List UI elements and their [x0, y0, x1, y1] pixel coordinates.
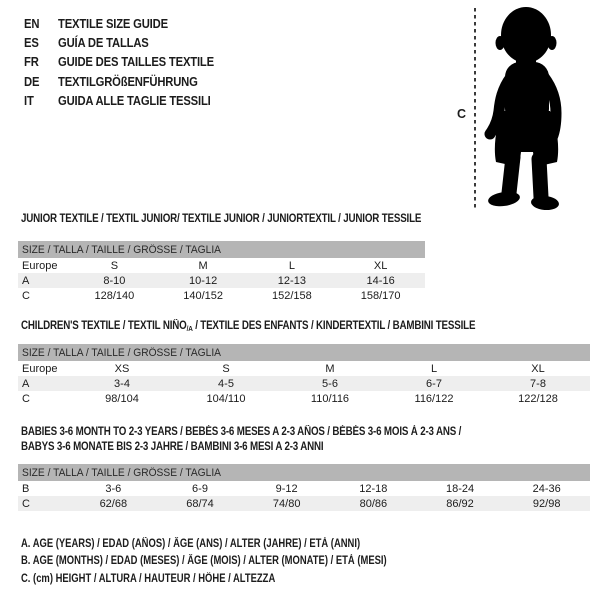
size-header-bar: SIZE / TALLA / TAILLE / GRÖSSE / TAGLIA	[18, 344, 590, 361]
table-cell: S	[110, 259, 119, 272]
table-cell: XS	[114, 362, 130, 375]
lang-label: GUIDA ALLE TAGLIE TESSILI	[58, 93, 211, 108]
size-header-bar: SIZE / TALLA / TAILLE / GRÖSSE / TAGLIA	[18, 464, 590, 481]
table-row-europe	[18, 258, 425, 273]
table-cell: 18-24	[445, 482, 475, 495]
lang-code: FR	[24, 55, 39, 70]
table-cell: 10-12	[189, 274, 218, 287]
table-cell: 140/152	[183, 289, 223, 302]
table-row-months	[18, 481, 590, 496]
row-label: A	[22, 377, 30, 390]
lang-row-en	[24, 14, 231, 33]
babies-size-table	[18, 464, 590, 511]
lang-row-fr	[24, 53, 231, 72]
lang-code: EN	[24, 16, 40, 31]
footnotes	[21, 536, 467, 588]
table-cell: 158/170	[360, 289, 401, 302]
row-label: B	[22, 482, 30, 495]
table-cell: XL	[373, 259, 388, 272]
lang-row-it	[24, 91, 231, 110]
table-row-height	[18, 288, 425, 303]
table-cell: 92/98	[532, 497, 561, 510]
table-cell: 122/128	[518, 392, 558, 405]
table-cell: XL	[531, 362, 545, 375]
table-cell: 3-6	[105, 482, 122, 495]
table-cell: 6-7	[426, 377, 442, 390]
footnote-b: B. AGE (MONTHS) / EDAD (MESES) / ÂGE (MOIS) / ALTER (MONATE) / ETÀ (MESI)	[21, 555, 387, 568]
table-row-age	[18, 376, 590, 391]
lang-label: GUÍA DE TALLAS	[58, 35, 149, 50]
table-cell: 104/110	[206, 392, 246, 405]
table-cell: 24-36	[532, 482, 561, 495]
table-cell: 5-6	[322, 377, 338, 390]
row-label: C	[22, 497, 30, 510]
row-label: Europe	[22, 362, 58, 375]
table-cell: M	[325, 362, 335, 375]
table-row-europe	[18, 361, 590, 376]
lang-row-es	[24, 33, 231, 52]
table-cell: 98/104	[105, 392, 139, 405]
table-row-height	[18, 496, 590, 511]
junior-section-title: JUNIOR TEXTILE / TEXTIL JUNIOR/ TEXTILE JUNIOR / JUNIORTEXTIL / JUNIOR TESSILE	[21, 213, 422, 225]
babies-section-title: BABIES 3-6 MONTH TO 2-3 YEARS / BEBÉS 3-6 MESES A 2-3 AÑOS / BÉBÉS 3-6 MOIS À 2-3 ANS / BABYS 3-6 MONATE BIS 2-3 JAHRE / BAMBINI 3-6 MESI A 2-3 ANNI	[21, 426, 462, 453]
table-cell: L	[288, 259, 295, 272]
table-cell: 9-12	[275, 482, 298, 495]
table-cell: 4-5	[218, 377, 234, 390]
table-cell: 12-18	[359, 482, 388, 495]
children-size-table	[18, 344, 590, 406]
children-section-title: CHILDREN'S TEXTILE / TEXTIL $NIÑO_{/A}$ / TEXTILE DES ENFANTS / KINDERTEXTIL / BAMBINI TESSILE	[21, 320, 476, 333]
table-cell: 116/122	[414, 392, 454, 405]
table-cell: 62/68	[99, 497, 128, 510]
table-cell: 12-13	[277, 274, 306, 287]
lang-code: ES	[24, 35, 39, 50]
height-measure-label: C	[457, 107, 467, 121]
lang-code: DE	[24, 74, 40, 89]
toddler-silhouette	[478, 5, 578, 210]
table-cell: 14-16	[366, 274, 395, 287]
footnote-a: A. AGE (YEARS) / EDAD (AÑOS) / ÂGE (ANS) / ALTER (JAHRE) / ETÀ (ANNI)	[21, 538, 361, 550]
lang-row-de	[24, 72, 231, 91]
table-cell: 86/92	[446, 497, 474, 510]
table-cell: L	[430, 362, 438, 375]
table-cell: 8-10	[103, 274, 126, 287]
row-label: C	[22, 289, 30, 302]
row-label: C	[22, 392, 30, 405]
lang-code: IT	[24, 93, 34, 108]
table-cell: 6-9	[192, 482, 208, 495]
size-header-bar: SIZE / TALLA / TAILLE / GRÖSSE / TAGLIA	[18, 241, 425, 258]
table-cell: 110/116	[310, 392, 350, 405]
table-cell: 74/80	[272, 497, 301, 510]
table-row-height	[18, 391, 590, 406]
language-title-list	[24, 14, 231, 110]
row-label: A	[22, 274, 30, 287]
table-cell: 80/86	[359, 497, 388, 510]
lang-label: GUIDE DES TAILLES TEXTILE	[58, 55, 214, 70]
table-cell: 3-4	[114, 377, 130, 390]
table-cell: 68/74	[186, 497, 214, 510]
lang-label: TEXTILE SIZE GUIDE	[58, 16, 168, 31]
table-cell: 152/158	[271, 289, 312, 302]
table-cell: S	[222, 362, 230, 375]
table-cell: M	[198, 259, 208, 272]
footnote-c: C. (cm) HEIGHT / ALTURA / HAUTEUR / HÖHE / ALTEZZA	[21, 572, 276, 585]
table-row-age	[18, 273, 425, 288]
table-cell: 7-8	[530, 377, 546, 390]
row-label: Europe	[22, 259, 58, 272]
lang-label: TEXTILGRÖßENFÜHRUNG	[58, 74, 198, 89]
junior-size-table	[18, 241, 425, 303]
table-cell: 128/140	[94, 289, 135, 302]
